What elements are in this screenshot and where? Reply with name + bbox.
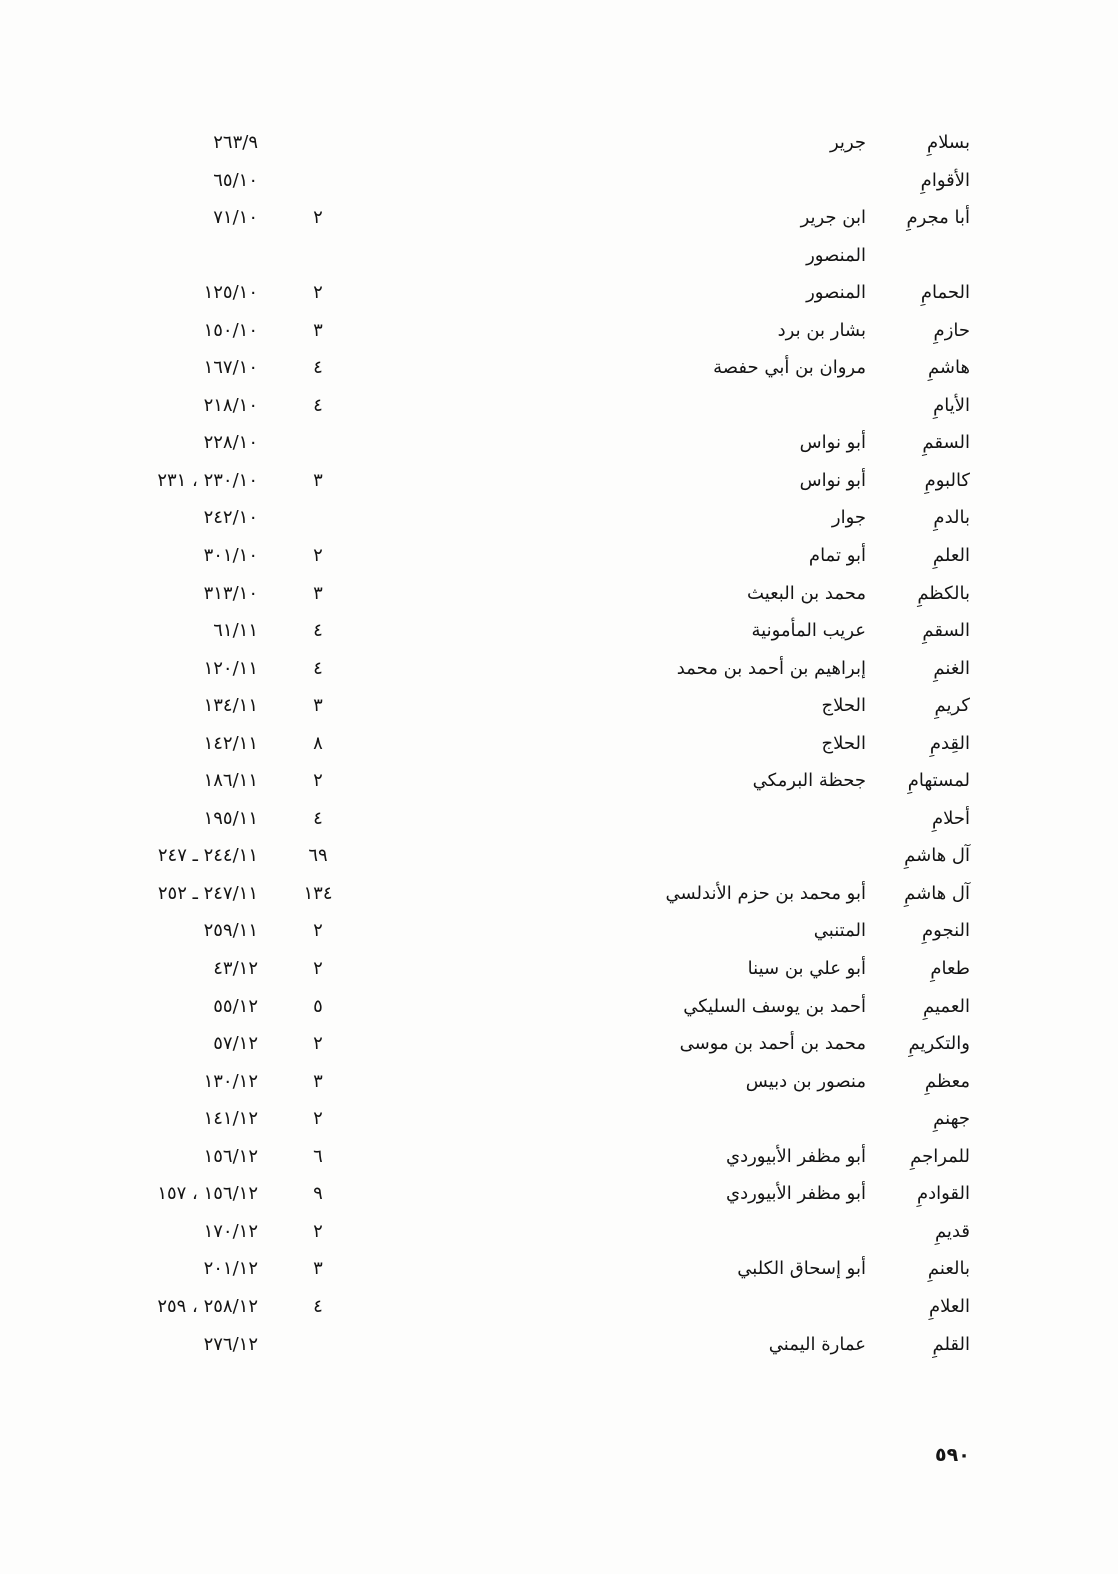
poet-name: أبو علي بن سينا [747, 958, 866, 980]
index-row [0, 462, 1118, 500]
rhyme-word: العلمِ [932, 545, 970, 567]
volume-page-ref: ٢٠١/١٢ [203, 1258, 258, 1280]
rhyme-word: جهنمِ [933, 1108, 970, 1130]
index-row [0, 1063, 1118, 1101]
index-row [0, 1250, 1118, 1288]
verse-count: ٩ [313, 1183, 323, 1205]
verse-count: ٦٩ [308, 845, 328, 867]
volume-page-ref: ١٧٠/١٢ [203, 1220, 258, 1242]
rhyme-word: معظمِ [924, 1070, 970, 1092]
verse-count: ٢ [313, 958, 323, 980]
index-row [0, 274, 1118, 312]
volume-page-ref: ٢٢٨/١٠ [203, 432, 258, 454]
index-row [0, 612, 1118, 650]
poet-name: محمد بن البعيث [747, 582, 866, 604]
rhyme-word: طعامِ [930, 958, 970, 980]
verse-count: ٤ [313, 657, 323, 679]
index-row [0, 800, 1118, 838]
verse-count: ١٣٤ [303, 882, 333, 904]
index-row [0, 687, 1118, 725]
volume-page-ref: ٢٤٢/١٠ [203, 507, 258, 529]
verse-count: ٢ [313, 1108, 323, 1130]
rhyme-word: العلامِ [928, 1295, 970, 1317]
volume-page-ref: ٢٣٠/١٠ ، ٢٣١ [157, 469, 258, 491]
rhyme-word: آل هاشمِ [904, 882, 970, 904]
index-row [0, 762, 1118, 800]
volume-page-ref: ٥٧/١٢ [213, 1033, 258, 1055]
verse-count: ٣ [313, 469, 323, 491]
verse-count: ٣ [313, 319, 323, 341]
rhyme-word: القلمِ [932, 1333, 970, 1355]
rhyme-word: النجومِ [922, 920, 970, 942]
index-row [0, 1213, 1118, 1251]
rhyme-word: الغنمِ [933, 657, 970, 679]
poet-name: جوار [831, 507, 866, 529]
verse-count: ٢ [313, 545, 323, 567]
volume-page-ref: ٢٥٩/١١ [203, 920, 258, 942]
rhyme-word: الأقوامِ [920, 169, 970, 191]
poet-name: محمد بن أحمد بن موسى [679, 1033, 866, 1055]
verse-count: ٢ [313, 207, 323, 229]
index-row [0, 499, 1118, 537]
verse-count: ٤ [313, 357, 323, 379]
page-number: ٥٩٠ [935, 1444, 970, 1466]
index-row [0, 237, 1118, 275]
rhyme-word: الأيامِ [933, 394, 970, 416]
index-row [0, 950, 1118, 988]
verse-count [290, 124, 346, 162]
volume-page-ref: ١٥٦/١٢ ، ١٥٧ [157, 1183, 258, 1205]
rhyme-word: السقمِ [922, 620, 970, 642]
verse-count: ٤ [313, 807, 323, 829]
index-row [0, 1175, 1118, 1213]
verse-count: ٣ [313, 695, 323, 717]
verse-count [290, 499, 346, 537]
poet-name: أبو مظفر الأبيوردي [725, 1145, 866, 1167]
rhyme-word: السقمِ [922, 432, 970, 454]
volume-page-ref: ١٨٦/١١ [203, 770, 258, 792]
rhyme-word: أحلامِ [931, 807, 970, 829]
poet-name: المنصور [806, 282, 866, 304]
poet-name: أبو نواس [799, 469, 866, 491]
poet-name: أبو نواس [799, 432, 866, 454]
rhyme-word: قديمِ [934, 1220, 970, 1242]
volume-page-ref: ٦٥/١٠ [213, 169, 258, 191]
index-row [0, 199, 1118, 237]
verse-count: ٢ [313, 770, 323, 792]
rhyme-word: هاشمِ [927, 357, 970, 379]
volume-page-ref: ١٥٦/١٢ [203, 1145, 258, 1167]
index-row [0, 124, 1118, 162]
index-row [0, 349, 1118, 387]
poet-name: الحلاج [821, 695, 866, 717]
poet-name: أبو محمد بن حزم الأندلسي [665, 882, 866, 904]
poet-name: مروان بن أبي حفصة [713, 357, 866, 379]
volume-page-ref: ٢٧٦/١٢ [203, 1333, 258, 1355]
volume-page-ref: ١٣٤/١١ [203, 695, 258, 717]
rhyme-word: كريمِ [934, 695, 970, 717]
verse-count: ٣ [313, 582, 323, 604]
poet-name: جرير [830, 132, 866, 153]
index-row [0, 1288, 1118, 1326]
rhyme-word: أبا مجرمِ [906, 207, 970, 229]
poet-name: الحلاج [821, 732, 866, 754]
verse-count: ٢ [313, 282, 323, 304]
rhyme-word: كالبومِ [924, 469, 970, 491]
verse-count: ٦ [313, 1145, 323, 1167]
volume-page-ref: ٢٦٣/٩ [213, 132, 258, 153]
rhyme-word: القوادمِ [916, 1183, 970, 1205]
poet-name: أبو إسحاق الكلبي [737, 1258, 866, 1280]
index-row [0, 912, 1118, 950]
volume-page-ref: ١٩٥/١١ [203, 807, 258, 829]
poet-name: أبو مظفر الأبيوردي [725, 1183, 866, 1205]
rhyme-word: الحمامِ [920, 282, 970, 304]
volume-page-ref: ٢٤٧/١١ ـ ٢٥٢ [157, 882, 258, 904]
rhyme-word: القِدمِ [929, 732, 970, 754]
rhyme-word: للمراجمِ [910, 1145, 970, 1167]
verse-count: ٥ [313, 995, 323, 1017]
volume-page-ref: ١٣٠/١٢ [203, 1070, 258, 1092]
index-row [0, 162, 1118, 200]
rhyme-word: بالكظمِ [917, 582, 970, 604]
poet-name: ابن جرير [800, 207, 866, 229]
verse-count: ٤ [313, 620, 323, 642]
index-row [0, 837, 1118, 875]
verse-count [290, 1326, 346, 1364]
volume-page-ref: ١٢٥/١٠ [203, 282, 258, 304]
verse-count: ٢ [313, 1033, 323, 1055]
index-row [0, 1025, 1118, 1063]
volume-page-ref: ١٤٢/١١ [203, 732, 258, 754]
rhyme-word: بالدمِ [933, 507, 970, 529]
poet-name: أبو تمام [808, 545, 866, 567]
verse-count: ٤ [313, 394, 323, 416]
index-row [0, 875, 1118, 913]
verse-count [290, 162, 346, 200]
verse-count [290, 237, 346, 275]
volume-page-ref: ٦١/١١ [213, 620, 258, 642]
volume-page-ref: ٣١٣/١٠ [203, 582, 258, 604]
poet-name: عريب المأمونية [751, 620, 866, 642]
index-row [0, 387, 1118, 425]
volume-page-ref: ١٦٧/١٠ [203, 357, 258, 379]
poet-name: المتنبي [813, 920, 866, 942]
volume-page-ref: ١٢٠/١١ [203, 657, 258, 679]
index-row [0, 1326, 1118, 1364]
rhyme-word: بسلامِ [927, 132, 970, 153]
volume-page-ref: ٤٣/١٢ [213, 958, 258, 980]
index-row [0, 725, 1118, 763]
poet-name: المنصور [806, 244, 866, 266]
index-row [0, 1100, 1118, 1138]
verse-count: ٣ [313, 1070, 323, 1092]
rhyme-word: لمستهامِ [907, 770, 970, 792]
index-row [0, 1138, 1118, 1176]
volume-page-ref: ٢٥٨/١٢ ، ٢٥٩ [157, 1295, 258, 1317]
poet-name: بشار بن برد [777, 319, 866, 341]
index-row [0, 988, 1118, 1026]
volume-page-ref: ١٤١/١٢ [203, 1108, 258, 1130]
poet-name: أحمد بن يوسف السليكي [683, 995, 866, 1017]
verse-count: ٢ [313, 1220, 323, 1242]
rhyme-index-list [0, 124, 1118, 1363]
poet-name: عمارة اليمني [768, 1333, 866, 1355]
index-row [0, 312, 1118, 350]
verse-count: ٣ [313, 1258, 323, 1280]
volume-page-ref: ٢٤٤/١١ ـ ٢٤٧ [157, 845, 258, 867]
rhyme-word: آل هاشمِ [904, 845, 970, 867]
rhyme-word: بالعنمِ [927, 1258, 970, 1280]
rhyme-word: حازمِ [933, 319, 970, 341]
volume-page-ref: ٧١/١٠ [213, 207, 258, 229]
volume-page-ref: ٢١٨/١٠ [203, 394, 258, 416]
poet-name: جحظة البرمكي [752, 770, 866, 792]
verse-count: ٤ [313, 1295, 323, 1317]
index-row [0, 424, 1118, 462]
index-row [0, 537, 1118, 575]
index-row [0, 650, 1118, 688]
volume-page-ref: ٥٥/١٢ [213, 995, 258, 1017]
rhyme-word: والتكريمِ [908, 1033, 970, 1055]
index-row [0, 575, 1118, 613]
poet-name: إبراهيم بن أحمد بن محمد [676, 657, 866, 679]
poet-name: منصور بن دبيس [745, 1070, 866, 1092]
volume-page-ref: ٣٠١/١٠ [203, 545, 258, 567]
verse-count [290, 424, 346, 462]
volume-page-ref: ١٥٠/١٠ [203, 319, 258, 341]
rhyme-word: العميمِ [923, 995, 970, 1017]
verse-count: ٢ [313, 920, 323, 942]
verse-count: ٨ [313, 732, 323, 754]
